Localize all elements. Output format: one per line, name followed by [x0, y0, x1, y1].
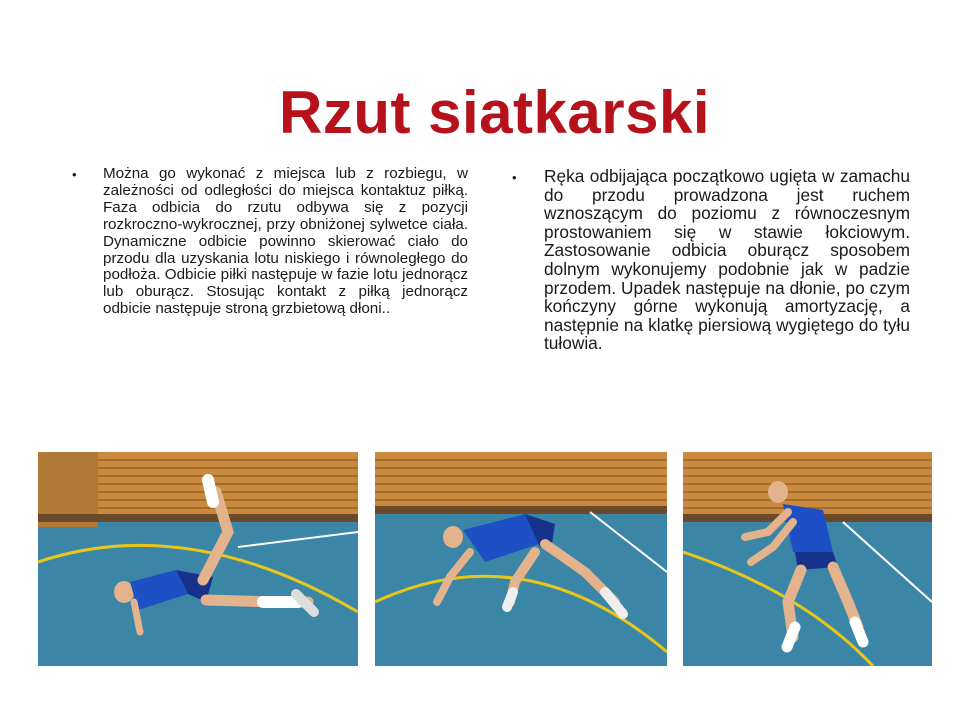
- left-paragraph: Można go wykonać z miejsca lub z rozbiegu, w zależności od odległości do miejsca kontaktuz piłką. Faza odbicia do rzutu odbywa się z pozycji rozkroczno-wykrocznej, przy obniżonej sylwetce ciała. Dynamiczne odbicie powinno skierować ciało do przodu dla uzyskania lotu niskiego i równoległego do podłoża. Odbicie piłki następuje w fazie lotu jednorącz lub oburącz. Stosując kontakt z piłką jednorącz odbicie następuje stroną grzbietową dłoni..: [103, 165, 468, 318]
- right-paragraph: Ręka odbijająca początkowo ugięta w zamachu do przodu prowadzona jest ruchem wznoszącym do poziomu z równoczesnym prostowaniem się w stawie łokciowym. Zastosowanie odbicia oburącz sposobem dolnym wykonujemy podobnie jak w padzie przodem. Upadek następuje na dłonie, po czym kończyny górne wykonują amortyzację, a następnie na klatkę piersiową wygiętego do tyłu tułowia.: [544, 166, 910, 354]
- photo-landing-on-chest: [38, 452, 358, 666]
- slide-title: Rzut siatkarski: [278, 79, 710, 146]
- bullet-dot-icon: •: [72, 167, 77, 182]
- bullet-dot-icon: •: [512, 170, 517, 185]
- photo-forward-dive: [375, 452, 667, 666]
- right-text-block: [512, 167, 910, 353]
- left-text-block: [72, 166, 468, 318]
- photo-ready-stance: [683, 452, 932, 666]
